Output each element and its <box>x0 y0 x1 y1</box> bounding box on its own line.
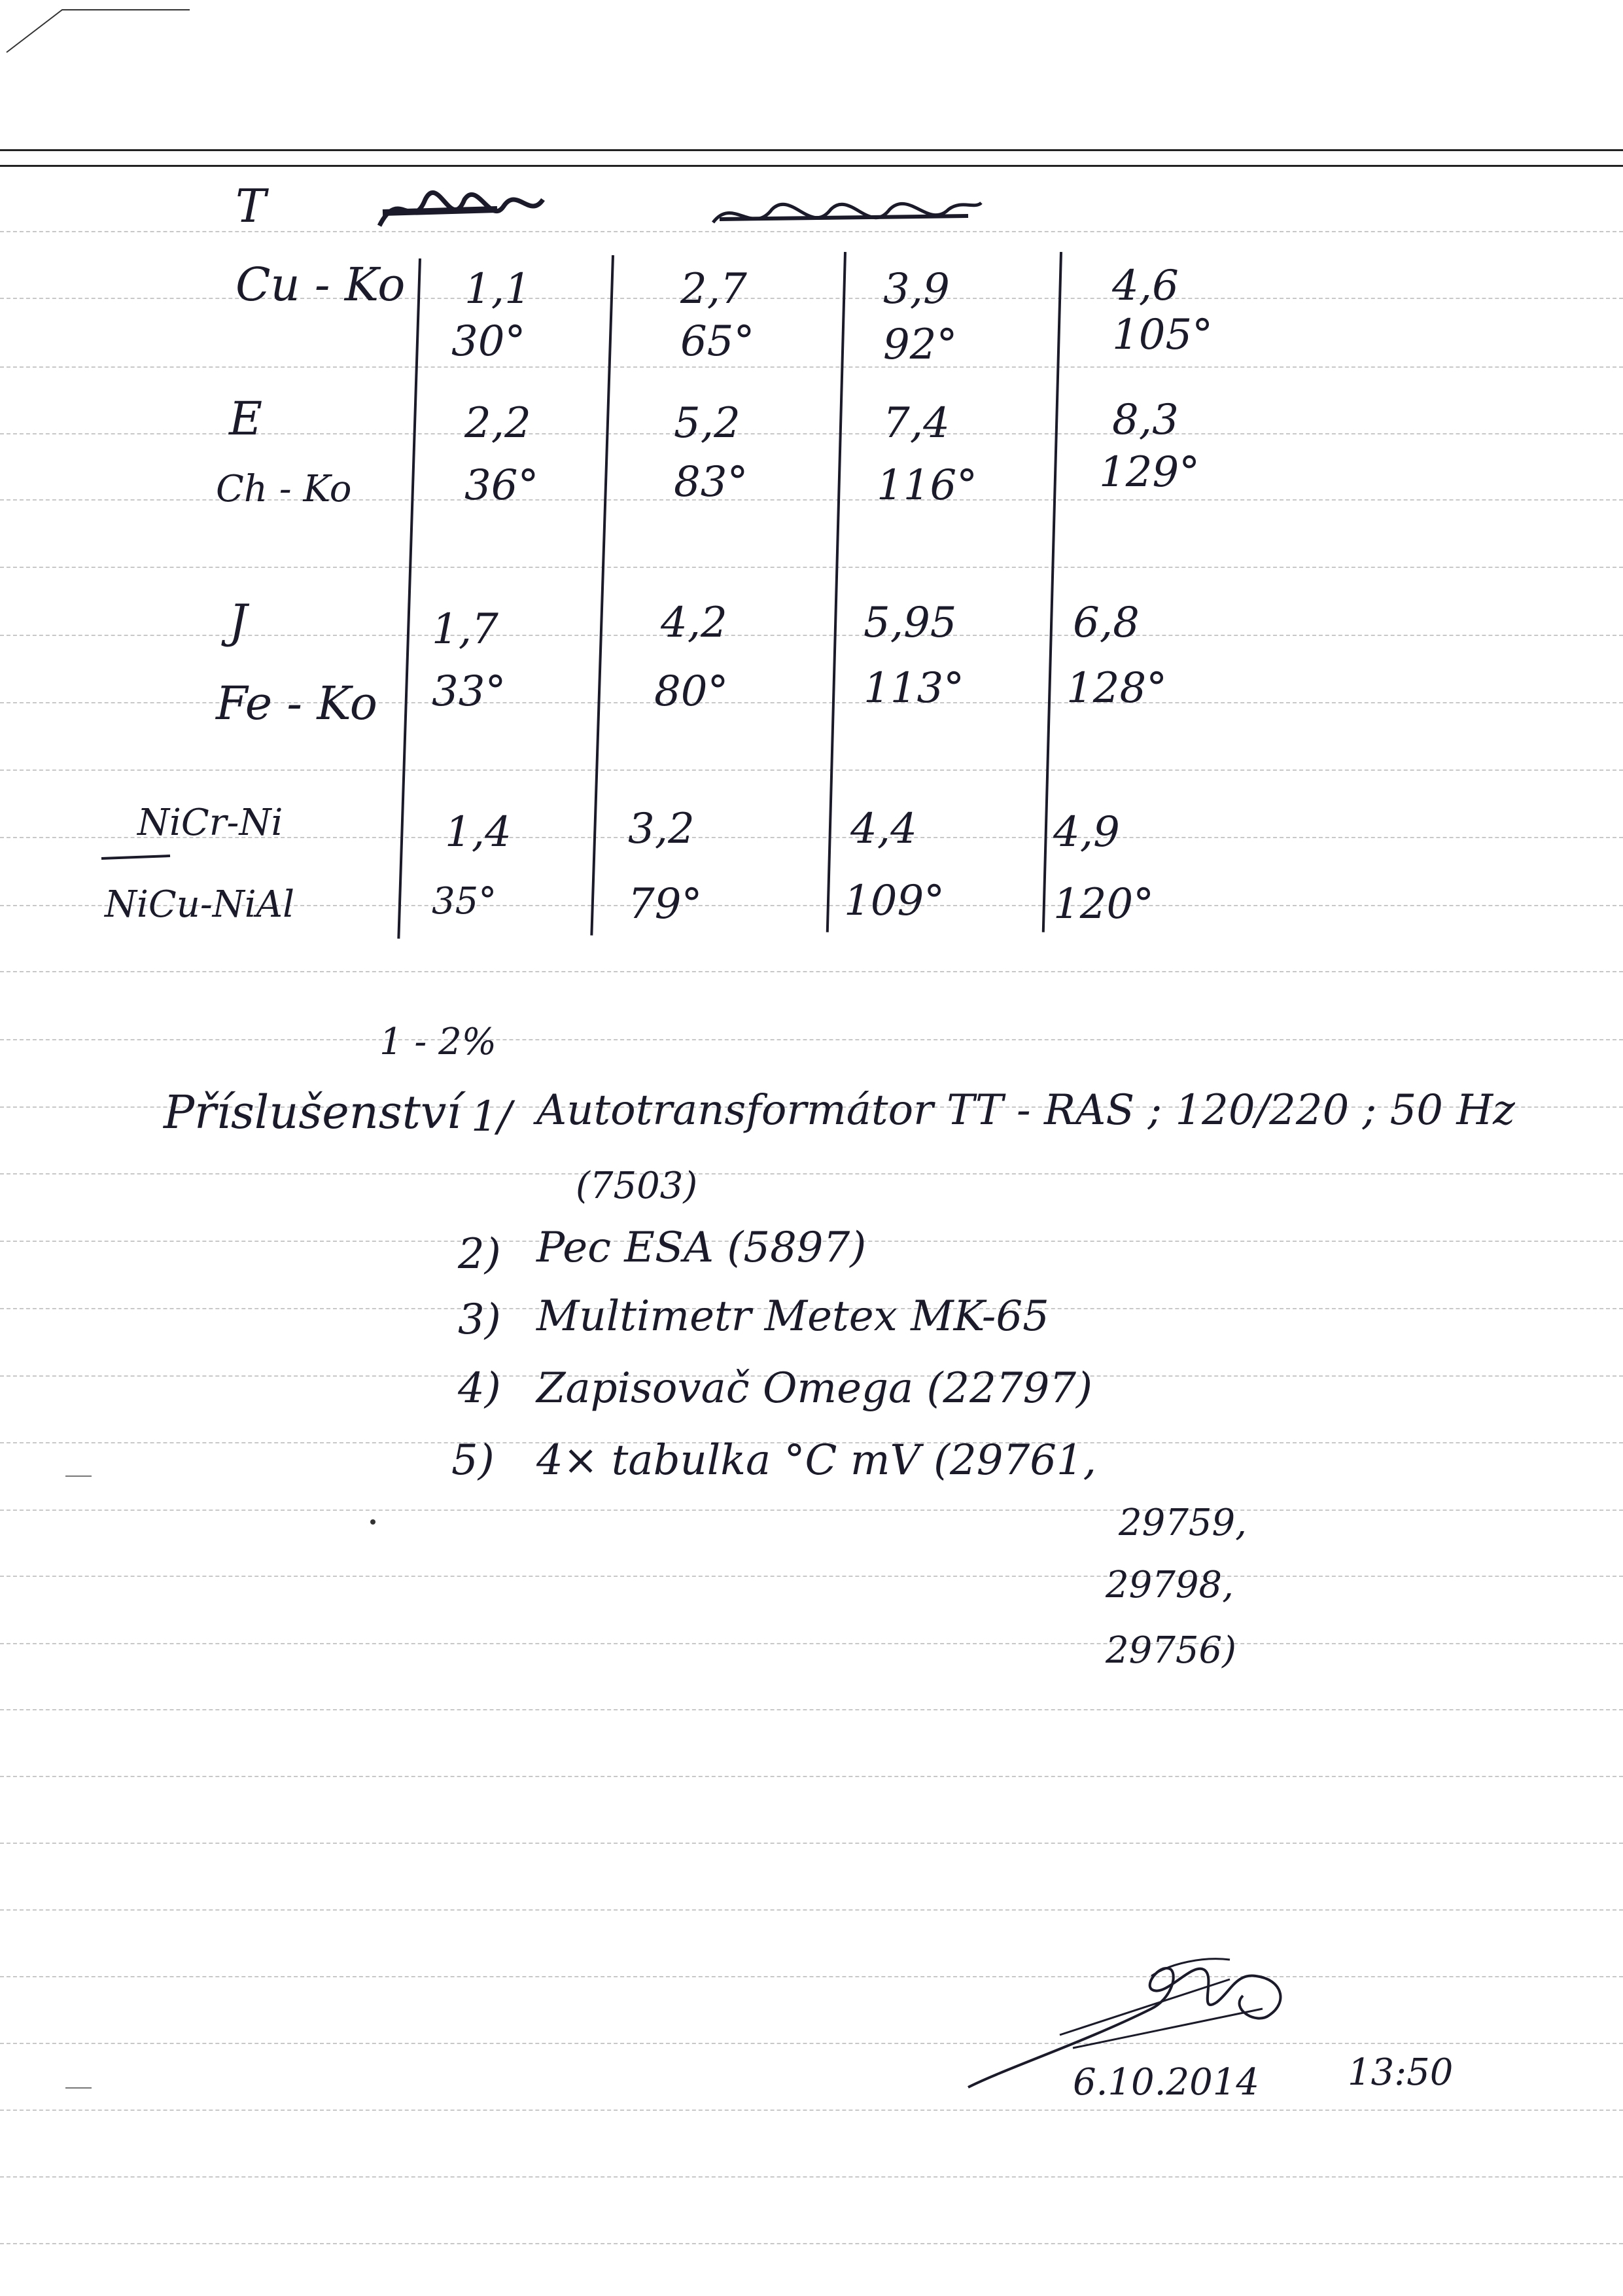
deg-value: 33° <box>432 667 506 716</box>
ruled-line <box>0 1843 1623 1844</box>
deg-value: 120° <box>1053 880 1155 928</box>
underline-stroke <box>98 851 177 864</box>
list-item-text: Autotransformátor TT - RAS ; 120/220 ; 50 Hz <box>536 1086 1515 1135</box>
list-item-text: 29798, <box>1106 1564 1234 1606</box>
mv-value: 1,1 <box>464 265 531 313</box>
mv-value: 2,2 <box>464 399 531 448</box>
type-label: J <box>229 595 248 648</box>
list-item-number: 1/ <box>471 1093 512 1141</box>
mv-value: 4,9 <box>1053 808 1120 857</box>
crossed-out-word <box>373 173 582 245</box>
deg-value: 105° <box>1112 311 1213 359</box>
list-item-number: 3) <box>458 1296 501 1344</box>
list-item-text: Multimetr Metex MK-65 <box>536 1292 1049 1341</box>
deg-value: 128° <box>1066 664 1168 713</box>
stray-dash <box>65 1475 92 1477</box>
ruled-line <box>0 567 1623 568</box>
list-item-number: 4) <box>458 1364 501 1413</box>
mv-value: 4,4 <box>850 805 917 853</box>
type-label: E <box>229 392 263 446</box>
deg-value: 30° <box>451 317 526 366</box>
alloy-label: Fe - Ko <box>216 677 377 730</box>
list-item-text: (7503) <box>576 1165 698 1207</box>
header-T: T <box>236 179 266 233</box>
deg-value: 109° <box>844 877 945 925</box>
alloy-label: NiCu-NiAl <box>105 883 295 926</box>
ruled-line <box>0 1173 1623 1174</box>
deg-value: 80° <box>654 667 729 716</box>
list-item-text: Pec ESA (5897) <box>536 1224 867 1272</box>
mv-value: 3,9 <box>883 265 950 313</box>
column-divider <box>590 255 614 936</box>
mv-value: 3,2 <box>628 805 695 853</box>
ruled-line <box>0 1709 1623 1710</box>
mv-value: 1,4 <box>445 808 512 857</box>
column-divider <box>826 252 846 932</box>
deg-value: 116° <box>877 461 978 510</box>
deg-value: 113° <box>864 664 965 713</box>
mv-value: 5,95 <box>864 599 957 647</box>
mv-value: 1,7 <box>432 605 498 654</box>
ruled-line <box>0 1039 1623 1040</box>
mv-value: 6,8 <box>1073 599 1140 647</box>
deg-value: 129° <box>1099 448 1200 497</box>
deg-value: 92° <box>883 321 958 369</box>
attachments-heading: Příslušenství <box>164 1086 461 1139</box>
top-margin-line <box>0 149 1623 151</box>
deg-value: 35° <box>432 880 497 923</box>
mv-value: 2,7 <box>680 265 747 313</box>
ruled-line <box>0 1510 1623 1511</box>
ruled-line <box>0 1776 1623 1777</box>
tolerance-note: 1 - 2% <box>379 1021 497 1063</box>
alloy-label: Ch - Ko <box>216 468 352 510</box>
deg-value: 65° <box>680 317 755 366</box>
corner-stroke <box>0 0 209 65</box>
alloy-label: Cu - Ko <box>236 258 406 311</box>
footer-date: 6.10.2014 <box>1073 2061 1260 2104</box>
ruled-line <box>0 2176 1623 2178</box>
list-item-number: 5) <box>451 1436 495 1485</box>
ruled-line <box>0 769 1623 771</box>
stray-dot <box>370 1519 375 1525</box>
ruled-line <box>0 1576 1623 1577</box>
deg-value: 36° <box>464 461 539 510</box>
ruled-line <box>0 2243 1623 2244</box>
ruled-line <box>0 1976 1623 1977</box>
ruled-line <box>0 1643 1623 1644</box>
top-margin-line <box>0 165 1623 167</box>
ruled-line <box>0 1909 1623 1911</box>
list-item-text: 4× tabulka °C mV (29761, <box>536 1436 1096 1485</box>
stray-dash <box>65 2087 92 2089</box>
list-item-text: Zapisovač Omega (22797) <box>536 1364 1092 1413</box>
mv-value: 4,2 <box>661 599 727 647</box>
list-item-text: 29759, <box>1119 1502 1247 1544</box>
mv-value: 5,2 <box>674 399 741 448</box>
list-item-text: 29756) <box>1106 1629 1236 1672</box>
deg-value: 79° <box>628 880 703 928</box>
mv-value: 4,6 <box>1112 262 1179 310</box>
mv-value: 8,3 <box>1112 396 1179 444</box>
type-label: NiCr-Ni <box>137 802 283 844</box>
ruled-line <box>0 366 1623 368</box>
crossed-out-word <box>707 183 988 242</box>
list-item-number: 2) <box>458 1230 501 1279</box>
ruled-line <box>0 971 1623 972</box>
mv-value: 7,4 <box>883 399 950 448</box>
footer-time: 13:50 <box>1348 2051 1454 2094</box>
deg-value: 83° <box>674 458 748 506</box>
ruled-line <box>0 2110 1623 2111</box>
ruled-line <box>0 2043 1623 2044</box>
